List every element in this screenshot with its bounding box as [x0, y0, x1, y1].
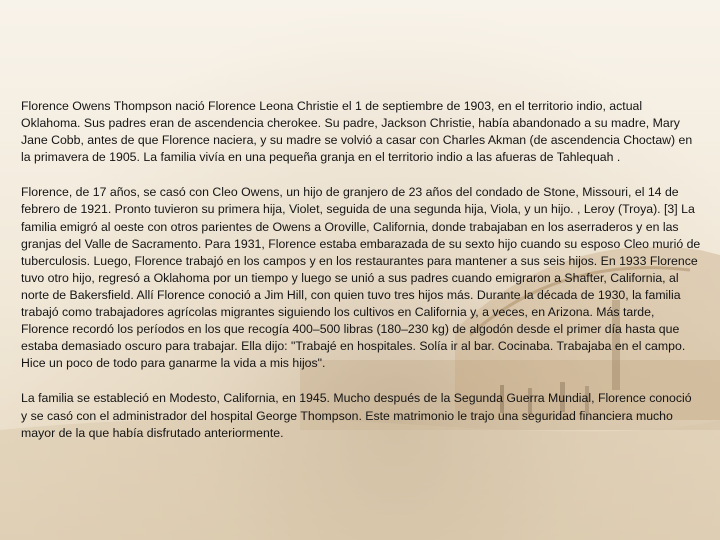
paragraph-3: La familia se estableció en Modesto, California, en 1945. Mucho después de la Segunda Guerra Mundial, Florence conoció y se casó con el administrador del hospital George Thompson. Este matrimonio le trajo una seguridad financiera mucho mayor de la que había disfrutado anteriormente.	[21, 391, 692, 440]
paragraph-1: Florence Owens Thompson nació Florence Leona Christie el 1 de septiembre de 1903, en el territorio indio, actual Oklahoma. Sus padres eran de ascendencia cherokee. Su padre, Jackson Christie, había abandonado a su madre, Mary Jane Cobb, antes de que Florence naciera, y su madre se volvió a casar con Charles Akman (de ascendencia Choctaw) en la primavera de 1905. La familia vivía en una pequeña granja en el territorio indio a las afueras de Tahlequah .	[21, 99, 693, 165]
paragraph-2: Florence, de 17 años, se casó con Cleo Owens, un hijo de granjero de 23 años del condado de Stone, Missouri, el 14 de febrero de 1921. Pronto tuvieron su primera hija, Violet, seguida de una segunda hija, Viola, y un hijo. , Leroy (Troya). [3] La familia emigró al oeste con otros parientes de Owens a Oroville, California, donde trabajaban en los aserraderos y en las granjas del Valle de Sacramento. Para 1931, Florence estaba embarazada de su sexto hijo cuando su esposo Cleo murió de tuberculosis. Luego, Florence trabajó en los campos y en los restaurantes para mantener a sus seis hijos. En 1933 Florence tuvo otro hijo, regresó a Oklahoma por un tiempo y luego se unió a sus padres cuando emigraron a Shafter, California, al norte de Bakersfield. Allí Florence conoció a Jim Hill, con quien tuvo tres hijos más. Durante la década de 1930, la familia trabajó como trabajadores agrícolas migrantes siguiendo los cultivos en California y, a veces, en Arizona. Más tarde, Florence recordó los períodos en los que recogía 400–500 libras (180–230 kg) de algodón desde el primer día hasta que estaba demasiado oscuro para trabajar. Ella dijo: "Trabajé en hospitales. Solía ir al bar. Cocinaba. Trabajaba en el campo. Hice un poco de todo para ganarme la vida a mis hijos".	[21, 185, 701, 371]
text-block	[21, 98, 701, 460]
